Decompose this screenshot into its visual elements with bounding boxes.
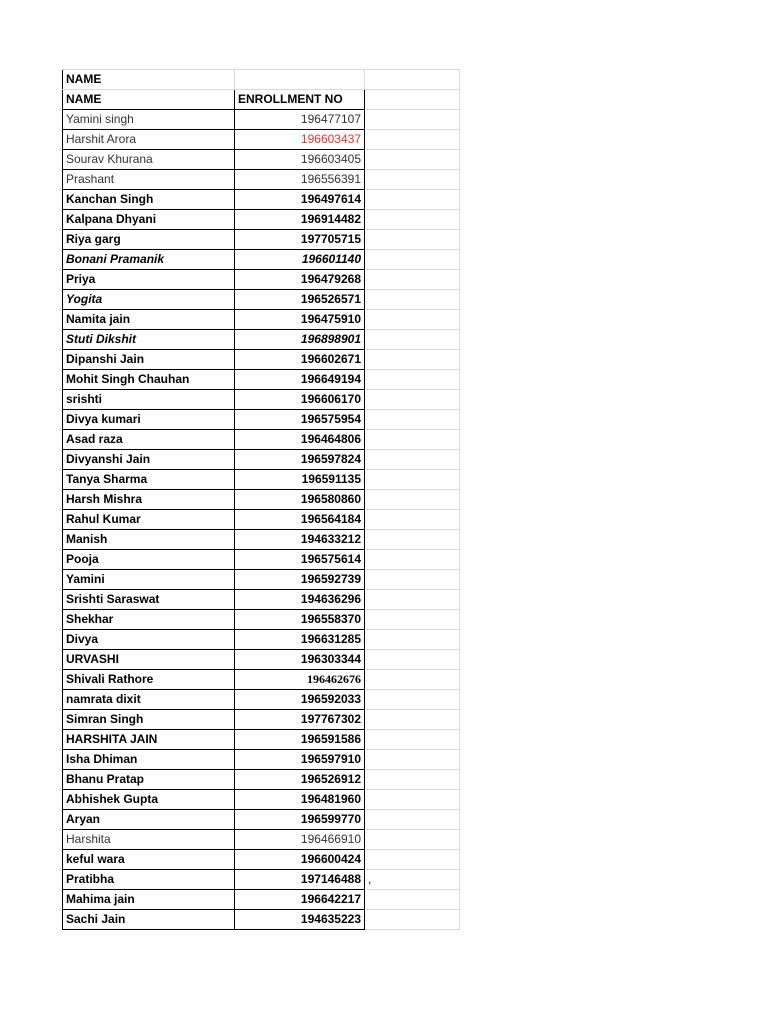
table-row bbox=[63, 350, 460, 370]
extra-cell[interactable] bbox=[365, 850, 460, 870]
table-row bbox=[63, 650, 460, 670]
extra-cell[interactable] bbox=[365, 810, 460, 830]
name-cell[interactable]: Yamini singh bbox=[63, 110, 235, 130]
extra-cell[interactable] bbox=[365, 310, 460, 330]
name-cell[interactable]: Isha Dhiman bbox=[63, 750, 235, 770]
extra-cell[interactable] bbox=[365, 390, 460, 410]
table-row bbox=[63, 110, 460, 130]
enrollment-cell[interactable]: 196597824 bbox=[235, 450, 365, 470]
name-cell[interactable]: Pratibha bbox=[63, 870, 235, 890]
extra-cell[interactable] bbox=[365, 170, 460, 190]
name-cell[interactable]: Pooja bbox=[63, 550, 235, 570]
table-row bbox=[63, 450, 460, 470]
table-row bbox=[63, 270, 460, 290]
extra-cell[interactable] bbox=[365, 530, 460, 550]
table-row bbox=[63, 830, 460, 850]
name-cell[interactable]: keful wara bbox=[63, 850, 235, 870]
enrollment-cell[interactable]: 197146488 bbox=[235, 870, 365, 890]
name-cell[interactable]: Mohit Singh Chauhan bbox=[63, 370, 235, 390]
table-row bbox=[63, 190, 460, 210]
name-cell[interactable]: Priya bbox=[63, 270, 235, 290]
extra-cell[interactable] bbox=[365, 730, 460, 750]
enrollment-cell[interactable]: 196631285 bbox=[235, 630, 365, 650]
name-cell[interactable]: Kanchan Singh bbox=[63, 190, 235, 210]
name-cell[interactable]: Divyanshi Jain bbox=[63, 450, 235, 470]
title-empty-cell[interactable] bbox=[235, 70, 365, 90]
name-cell[interactable]: Divya bbox=[63, 630, 235, 650]
name-cell[interactable]: Bhanu Pratap bbox=[63, 770, 235, 790]
extra-cell[interactable] bbox=[365, 290, 460, 310]
enrollment-cell[interactable]: 197767302 bbox=[235, 710, 365, 730]
table-row bbox=[63, 910, 460, 930]
extra-cell[interactable] bbox=[365, 770, 460, 790]
table-row bbox=[63, 590, 460, 610]
name-cell[interactable]: Yamini bbox=[63, 570, 235, 590]
spreadsheet-table bbox=[62, 69, 460, 930]
extra-cell[interactable] bbox=[365, 630, 460, 650]
header-enrollment-cell[interactable]: ENROLLMENT NO bbox=[235, 90, 365, 110]
extra-cell[interactable] bbox=[365, 330, 460, 350]
enrollment-cell[interactable]: 196526571 bbox=[235, 290, 365, 310]
name-cell[interactable]: URVASHI bbox=[63, 650, 235, 670]
extra-cell[interactable] bbox=[365, 750, 460, 770]
name-cell[interactable]: Simran Singh bbox=[63, 710, 235, 730]
name-cell[interactable]: Dipanshi Jain bbox=[63, 350, 235, 370]
enrollment-cell[interactable]: 196603405 bbox=[235, 150, 365, 170]
enrollment-cell[interactable]: 196591135 bbox=[235, 470, 365, 490]
extra-cell[interactable] bbox=[365, 90, 460, 110]
table-row bbox=[63, 370, 460, 390]
name-cell[interactable]: Prashant bbox=[63, 170, 235, 190]
title-cell[interactable]: NAME bbox=[63, 70, 235, 90]
table-row bbox=[63, 150, 460, 170]
table-row bbox=[63, 890, 460, 910]
extra-cell[interactable] bbox=[365, 690, 460, 710]
enrollment-cell[interactable]: 196600424 bbox=[235, 850, 365, 870]
enrollment-cell[interactable]: 196649194 bbox=[235, 370, 365, 390]
enrollment-cell[interactable]: 196599770 bbox=[235, 810, 365, 830]
table-row bbox=[63, 330, 460, 350]
name-cell[interactable]: Mahima jain bbox=[63, 890, 235, 910]
table-row bbox=[63, 390, 460, 410]
header-name-cell[interactable]: NAME bbox=[63, 90, 235, 110]
table-row bbox=[63, 690, 460, 710]
name-cell[interactable]: Yogita bbox=[63, 290, 235, 310]
extra-cell[interactable] bbox=[365, 570, 460, 590]
table-row bbox=[63, 290, 460, 310]
extra-cell[interactable] bbox=[365, 650, 460, 670]
table-row bbox=[63, 430, 460, 450]
extra-cell[interactable] bbox=[365, 210, 460, 230]
extra-cell[interactable] bbox=[365, 430, 460, 450]
name-cell[interactable]: Srishti Saraswat bbox=[63, 590, 235, 610]
enrollment-cell[interactable]: 196602671 bbox=[235, 350, 365, 370]
enrollment-cell[interactable]: 196479268 bbox=[235, 270, 365, 290]
enrollment-cell[interactable]: 196466910 bbox=[235, 830, 365, 850]
enrollment-cell[interactable]: 194633212 bbox=[235, 530, 365, 550]
extra-cell[interactable]: , bbox=[365, 870, 460, 890]
enrollment-cell[interactable]: 196462676 bbox=[235, 670, 365, 690]
name-cell[interactable]: srishti bbox=[63, 390, 235, 410]
enrollment-cell[interactable]: 196597910 bbox=[235, 750, 365, 770]
name-cell[interactable]: Kalpana Dhyani bbox=[63, 210, 235, 230]
table-row bbox=[63, 510, 460, 530]
name-cell[interactable]: Harshita bbox=[63, 830, 235, 850]
extra-cell[interactable] bbox=[365, 490, 460, 510]
extra-cell[interactable] bbox=[365, 550, 460, 570]
extra-cell[interactable] bbox=[365, 510, 460, 530]
extra-cell[interactable] bbox=[365, 710, 460, 730]
table-row bbox=[63, 210, 460, 230]
enrollment-cell[interactable]: 196603437 bbox=[235, 130, 365, 150]
enrollment-cell[interactable]: 196475910 bbox=[235, 310, 365, 330]
header-row bbox=[63, 90, 460, 110]
extra-cell[interactable] bbox=[365, 890, 460, 910]
enrollment-cell[interactable]: 196477107 bbox=[235, 110, 365, 130]
name-cell[interactable]: Shekhar bbox=[63, 610, 235, 630]
extra-cell[interactable] bbox=[365, 230, 460, 250]
enrollment-cell[interactable]: 196592739 bbox=[235, 570, 365, 590]
extra-cell[interactable] bbox=[365, 910, 460, 930]
extra-cell[interactable] bbox=[365, 790, 460, 810]
extra-cell[interactable] bbox=[365, 130, 460, 150]
extra-cell[interactable] bbox=[365, 370, 460, 390]
name-cell[interactable]: namrata dixit bbox=[63, 690, 235, 710]
name-cell[interactable]: Sachi Jain bbox=[63, 910, 235, 930]
enrollment-cell[interactable]: 196303344 bbox=[235, 650, 365, 670]
extra-cell[interactable] bbox=[365, 150, 460, 170]
table-row bbox=[63, 850, 460, 870]
table-row bbox=[63, 530, 460, 550]
extra-cell[interactable] bbox=[365, 110, 460, 130]
table-row bbox=[63, 410, 460, 430]
table-row bbox=[63, 790, 460, 810]
spreadsheet-body bbox=[63, 70, 460, 930]
enrollment-cell[interactable]: 196898901 bbox=[235, 330, 365, 350]
name-cell[interactable]: Harshit Arora bbox=[63, 130, 235, 150]
enrollment-cell[interactable]: 196556391 bbox=[235, 170, 365, 190]
enrollment-cell[interactable]: 196580860 bbox=[235, 490, 365, 510]
enrollment-cell[interactable]: 194635223 bbox=[235, 910, 365, 930]
enrollment-cell[interactable]: 196575614 bbox=[235, 550, 365, 570]
extra-cell[interactable] bbox=[365, 270, 460, 290]
extra-cell[interactable] bbox=[365, 450, 460, 470]
extra-cell[interactable] bbox=[365, 70, 460, 90]
table-row bbox=[63, 230, 460, 250]
extra-cell[interactable] bbox=[365, 410, 460, 430]
extra-cell[interactable] bbox=[365, 350, 460, 370]
name-cell[interactable]: Riya garg bbox=[63, 230, 235, 250]
enrollment-cell[interactable]: 196564184 bbox=[235, 510, 365, 530]
table-row bbox=[63, 550, 460, 570]
name-cell[interactable]: HARSHITA JAIN bbox=[63, 730, 235, 750]
name-cell[interactable]: Divya kumari bbox=[63, 410, 235, 430]
table-row bbox=[63, 250, 460, 270]
name-cell[interactable]: Bonani Pramanik bbox=[63, 250, 235, 270]
enrollment-cell[interactable]: 196606170 bbox=[235, 390, 365, 410]
extra-cell[interactable] bbox=[365, 250, 460, 270]
table-row bbox=[63, 770, 460, 790]
name-cell[interactable]: Harsh Mishra bbox=[63, 490, 235, 510]
extra-cell[interactable] bbox=[365, 830, 460, 850]
name-cell[interactable]: Manish bbox=[63, 530, 235, 550]
table-row bbox=[63, 470, 460, 490]
name-cell[interactable]: Abhishek Gupta bbox=[63, 790, 235, 810]
enrollment-cell[interactable]: 197705715 bbox=[235, 230, 365, 250]
table-row bbox=[63, 170, 460, 190]
enrollment-cell[interactable]: 196592033 bbox=[235, 690, 365, 710]
enrollment-cell[interactable]: 196642217 bbox=[235, 890, 365, 910]
name-cell[interactable]: Tanya Sharma bbox=[63, 470, 235, 490]
extra-cell[interactable] bbox=[365, 190, 460, 210]
enrollment-cell[interactable]: 196481960 bbox=[235, 790, 365, 810]
extra-cell[interactable] bbox=[365, 610, 460, 630]
enrollment-cell[interactable]: 196558370 bbox=[235, 610, 365, 630]
title-row bbox=[63, 70, 460, 90]
table-row bbox=[63, 490, 460, 510]
table-row bbox=[63, 570, 460, 590]
table-row bbox=[63, 750, 460, 770]
enrollment-cell[interactable]: 196914482 bbox=[235, 210, 365, 230]
extra-cell[interactable] bbox=[365, 670, 460, 690]
extra-cell[interactable] bbox=[365, 470, 460, 490]
table-row bbox=[63, 810, 460, 830]
enrollment-cell[interactable]: 196526912 bbox=[235, 770, 365, 790]
name-cell[interactable]: Shivali Rathore bbox=[63, 670, 235, 690]
enrollment-cell[interactable]: 194636296 bbox=[235, 590, 365, 610]
table-row bbox=[63, 610, 460, 630]
table-row bbox=[63, 630, 460, 650]
table-row bbox=[63, 310, 460, 330]
table-row bbox=[63, 670, 460, 690]
name-cell[interactable]: Stuti Dikshit bbox=[63, 330, 235, 350]
table-row bbox=[63, 870, 460, 890]
enrollment-cell[interactable]: 196497614 bbox=[235, 190, 365, 210]
enrollment-cell[interactable]: 196464806 bbox=[235, 430, 365, 450]
name-cell[interactable]: Sourav Khurana bbox=[63, 150, 235, 170]
name-cell[interactable]: Aryan bbox=[63, 810, 235, 830]
name-cell[interactable]: Asad raza bbox=[63, 430, 235, 450]
table-row bbox=[63, 730, 460, 750]
enrollment-cell[interactable]: 196575954 bbox=[235, 410, 365, 430]
enrollment-cell[interactable]: 196601140 bbox=[235, 250, 365, 270]
table-row bbox=[63, 130, 460, 150]
name-cell[interactable]: Rahul Kumar bbox=[63, 510, 235, 530]
extra-cell[interactable] bbox=[365, 590, 460, 610]
enrollment-cell[interactable]: 196591586 bbox=[235, 730, 365, 750]
table-row bbox=[63, 710, 460, 730]
name-cell[interactable]: Namita jain bbox=[63, 310, 235, 330]
